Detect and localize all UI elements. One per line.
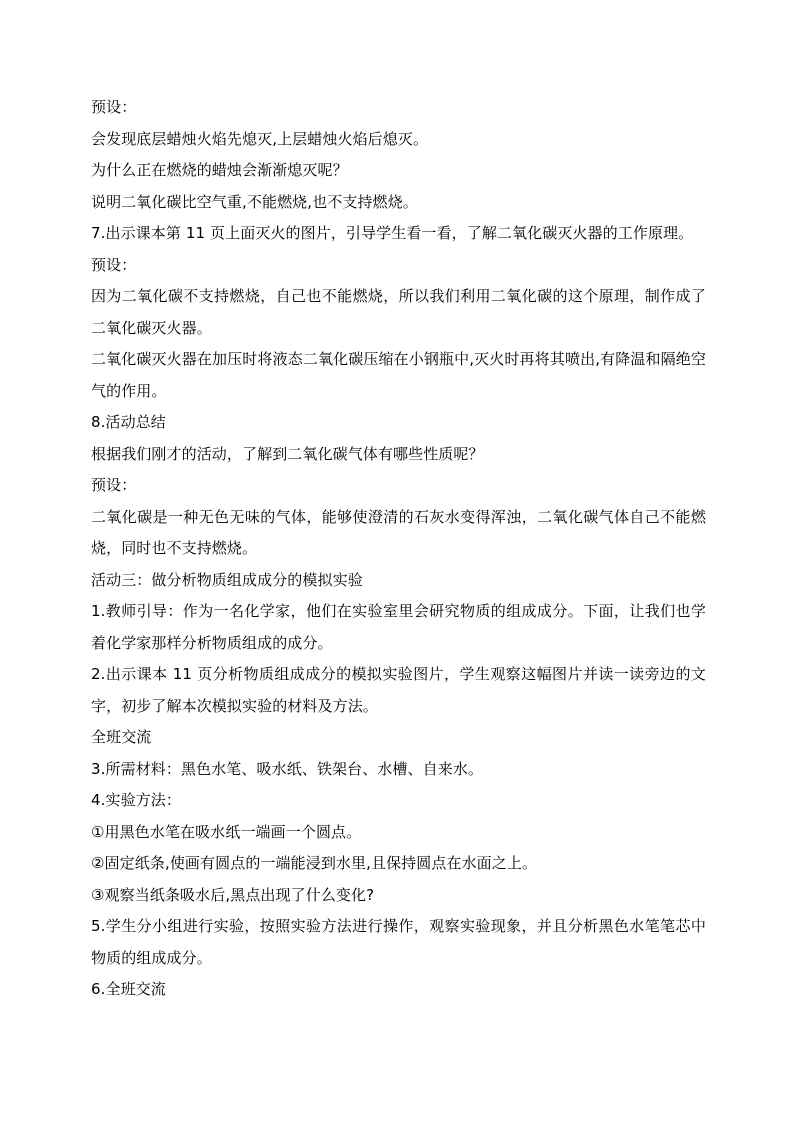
paragraph-extinguisher-principle: 因为二氧化碳不支持燃烧，自己也不能燃烧，所以我们利用二氧化碳的这个原理，制作成了二氧化碳灭火器。 bbox=[91, 287, 706, 337]
method-item-3: ③观察当纸条吸水后,黑点出现了什么变化? bbox=[91, 885, 375, 904]
paragraph-candle-observation: 会发现底层蜡烛火焰先熄灭,上层蜡烛火焰后熄灭。 bbox=[91, 129, 429, 148]
step-1-teacher-guide: 1.教师引导：作为一名化学家，他们在实验室里会研究物质的组成成分。下面，让我们也学着化学家那样分析物质组成的成分。 bbox=[91, 602, 706, 652]
step-3-materials: 3.所需材料：黑色水笔、吸水纸、铁架台、水槽、自来水。 bbox=[91, 759, 484, 778]
step-7-extinguisher-image: 7.出示课本第 11 页上面灭火的图片，引导学生看一看，了解二氧化碳灭火器的工作原理。 bbox=[91, 224, 694, 242]
paragraph-extinguisher-mechanism: 二氧化碳灭火器在加压时将液态二氧化碳压缩在小钢瓶中,灭火时再将其喷出,有降温和隔绝空气的作用。 bbox=[91, 350, 706, 400]
preset-label-2: 预设： bbox=[91, 255, 137, 274]
paragraph-summary-question: 根据我们刚才的活动，了解到二氧化碳气体有哪些性质呢？ bbox=[91, 444, 484, 463]
document-body bbox=[91, 92, 706, 1006]
method-item-2: ②固定纸条,使画有圆点的一端能浸到水里,且保持圆点在水面之上。 bbox=[91, 854, 538, 872]
class-discussion-1: 全班交流 bbox=[91, 728, 152, 746]
activity-3-heading: 活动三：做分析物质组成成分的模拟实验 bbox=[91, 570, 363, 589]
paragraph-question-candle: 为什么正在燃烧的蜡烛会渐渐熄灭呢？ bbox=[91, 161, 348, 179]
paragraph-co2-properties: 二氧化碳是一种无色无味的气体，能够使澄清的石灰水变得浑浊，二氧化碳气体自己不能燃烧，同时也不支持燃烧。 bbox=[91, 507, 706, 557]
step-2-experiment-image: 2.出示课本 11 页分析物质组成成分的模拟实验图片，学生观察这幅图片并读一读旁边的文字，初步了解本次模拟实验的材料及方法。 bbox=[91, 665, 706, 715]
step-8-activity-summary: 8.活动总结 bbox=[91, 413, 166, 431]
step-5-group-experiment: 5.学生分小组进行实验，按照实验方法进行操作，观察实验现象，并且分析黑色水笔笔芯中物质的组成成分。 bbox=[91, 917, 706, 967]
preset-label-1: 预设： bbox=[91, 98, 137, 116]
preset-label-3: 预设： bbox=[91, 476, 137, 494]
step-6-class-discussion: 6.全班交流 bbox=[91, 980, 166, 998]
method-item-1: ①用黑色水笔在吸水纸一端画一个圆点。 bbox=[91, 822, 362, 841]
step-4-method: 4.实验方法： bbox=[91, 791, 182, 809]
paragraph-co2-explanation: 说明二氧化碳比空气重,不能燃烧,也不支持燃烧。 bbox=[91, 192, 418, 211]
